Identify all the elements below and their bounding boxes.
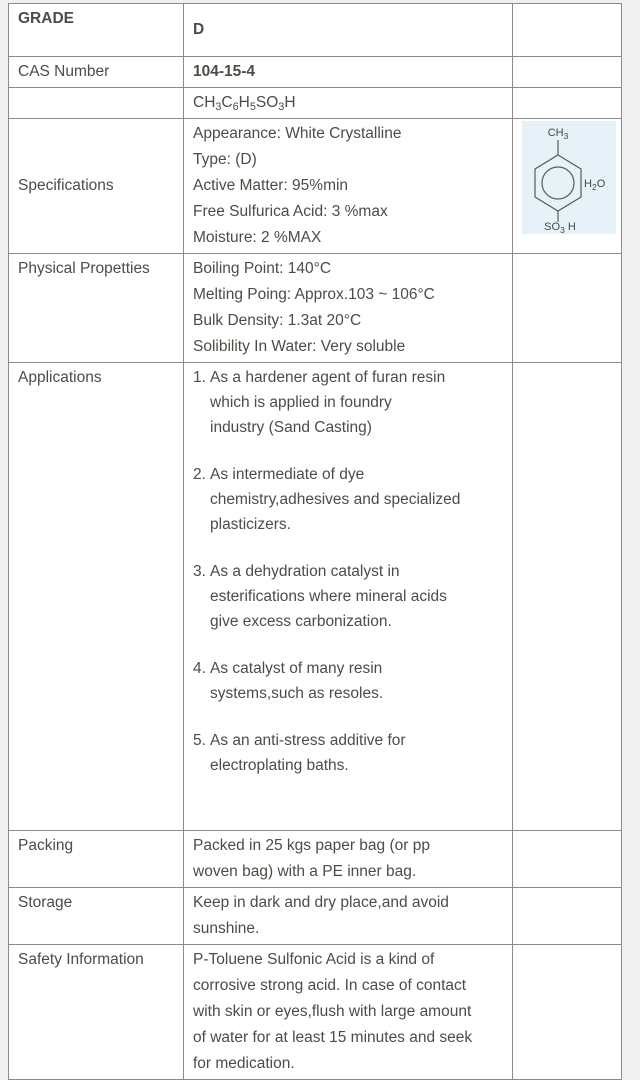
- row-header-formula: [9, 88, 184, 119]
- text-line: of water for at least 15 minutes and seek: [193, 1029, 473, 1046]
- table-row-applications: [9, 363, 622, 831]
- cell-physical-properties-side: [513, 254, 622, 363]
- table-row-packing: [9, 831, 622, 888]
- row-header-cas-number: [9, 57, 184, 88]
- row-header-specifications: [9, 119, 184, 254]
- text-line: Keep in dark and dry place,and avoid: [193, 894, 449, 911]
- cell-formula-value: [184, 88, 513, 119]
- cell-physical-properties-value: [184, 254, 513, 363]
- application-item-number: 2.: [193, 466, 206, 483]
- row-header-label: GRADE: [18, 10, 74, 27]
- methyl-group-label: $CH_3$: [547, 127, 569, 141]
- table-row-specifications: [9, 119, 622, 254]
- product-spec-table: [8, 3, 622, 1080]
- row-header-label: Physical Propetties: [18, 260, 150, 277]
- text-line: for medication.: [193, 1055, 295, 1072]
- cell-grade-side: [513, 4, 622, 57]
- text-line: Type: (D): [193, 151, 257, 168]
- text-line: Free Sulfurica Acid: 3 %max: [193, 203, 388, 220]
- row-header-label: Packing: [18, 837, 74, 854]
- cell-grade-value: [184, 4, 513, 57]
- text-line: sunshine.: [193, 920, 260, 937]
- application-item: [193, 728, 506, 778]
- row-header-safety-information: [9, 945, 184, 1080]
- row-header-label: Applications: [18, 369, 102, 386]
- cell-packing-value: [184, 831, 513, 888]
- text-line: systems,such as resoles.: [210, 685, 384, 702]
- application-item-text: [210, 462, 506, 537]
- cell-formula-side: [513, 88, 622, 119]
- text-line: As catalyst of many resin: [210, 660, 383, 677]
- table-row-safety-information: [9, 945, 622, 1080]
- product-spec-sheet: [8, 3, 622, 1080]
- cell-storage-side: [513, 888, 622, 945]
- cell-specifications-side: [513, 119, 622, 254]
- application-item: [193, 365, 506, 440]
- table-row-grade: [9, 4, 622, 57]
- row-header-storage: [9, 888, 184, 945]
- application-item-text: [210, 559, 506, 634]
- text-line: Moisture: 2 %MAX: [193, 229, 322, 246]
- text-line: P-Toluene Sulfonic Acid is a kind of: [193, 951, 435, 968]
- row-header-grade: [9, 4, 184, 57]
- text-line: industry (Sand Casting): [210, 419, 372, 436]
- application-item: [193, 462, 506, 537]
- text-line: Solibility In Water: Very soluble: [193, 338, 406, 355]
- text-line: Bulk Density: 1.3at 20°C: [193, 312, 362, 329]
- text-line: As a dehydration catalyst in: [210, 563, 400, 580]
- row-header-label: Specifications: [18, 177, 114, 194]
- text-line: woven bag) with a PE inner bag.: [193, 863, 417, 880]
- text-line: Packed in 25 kgs paper bag (or pp: [193, 837, 430, 854]
- sulfonic-group-label: $SO_3$ H: [544, 221, 576, 234]
- text-line: 104-15-4: [193, 63, 256, 80]
- application-item-number: 3.: [193, 563, 206, 580]
- row-header-label: Safety Information: [18, 951, 144, 968]
- applications-list: [193, 365, 506, 778]
- text-line: As an anti-stress additive for: [210, 732, 406, 749]
- cell-safety-information-side: [513, 945, 622, 1080]
- cell-applications-side: [513, 363, 622, 831]
- application-item-number: 1.: [193, 369, 206, 386]
- application-item-number: 4.: [193, 660, 206, 677]
- application-item-text: [210, 656, 506, 706]
- text-line: As intermediate of dye: [210, 466, 365, 483]
- text-line: Boiling Point: 140°C: [193, 260, 332, 277]
- text-line: corrosive strong acid. In case of contact: [193, 977, 467, 994]
- table-row-physical-properties: [9, 254, 622, 363]
- application-item-text: [210, 728, 506, 778]
- row-header-label: Storage: [18, 894, 73, 911]
- text-line: Melting Poing: Approx.103 ~ 106°C: [193, 286, 435, 303]
- row-header-packing: [9, 831, 184, 888]
- text-line: esterifications where mineral acids: [210, 588, 447, 605]
- application-item: [193, 559, 506, 634]
- application-item-text: [210, 365, 506, 440]
- cell-cas-number-side: [513, 57, 622, 88]
- text-line: which is applied in foundry: [210, 394, 392, 411]
- text-line: chemistry,adhesives and specialized: [210, 491, 461, 508]
- text-line: Appearance: White Crystalline: [193, 125, 402, 142]
- text-line: plasticizers.: [210, 516, 291, 533]
- table-row-formula: [9, 88, 622, 119]
- text-line: electroplating baths.: [210, 757, 349, 774]
- cell-storage-value: [184, 888, 513, 945]
- text-line: with skin or eyes,flush with large amount: [193, 1003, 472, 1020]
- text-line: $CH_3C_6H_5SO_3H$: [193, 94, 296, 113]
- row-header-applications: [9, 363, 184, 831]
- cell-specifications-value: [184, 119, 513, 254]
- table-row-cas-number: [9, 57, 622, 88]
- chemical-structure-diagram: [522, 121, 616, 234]
- table-row-storage: [9, 888, 622, 945]
- cell-safety-information-value: [184, 945, 513, 1080]
- text-line: D: [193, 21, 205, 38]
- text-line: Active Matter: 95%min: [193, 177, 349, 194]
- cell-cas-number-value: [184, 57, 513, 88]
- text-line: give excess carbonization.: [210, 613, 392, 630]
- cell-packing-side: [513, 831, 622, 888]
- water-label: $H_2O$: [584, 178, 606, 192]
- application-item: [193, 656, 506, 706]
- application-item-number: 5.: [193, 732, 206, 749]
- text-line: As a hardener agent of furan resin: [210, 369, 446, 386]
- cell-applications-value: [184, 363, 513, 831]
- row-header-physical-properties: [9, 254, 184, 363]
- row-header-label: CAS Number: [18, 63, 110, 80]
